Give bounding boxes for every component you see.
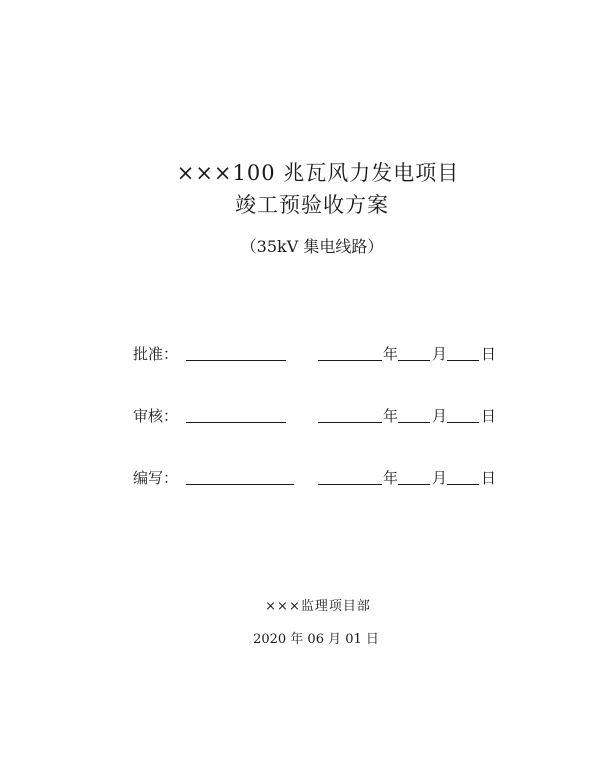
reviewer-name-line xyxy=(186,422,286,423)
signature-label-review: 审核： xyxy=(133,407,179,425)
year-unit: 年 xyxy=(383,407,399,425)
signature-row-approve xyxy=(0,343,600,367)
signature-row-compile xyxy=(0,467,600,491)
signature-label-compile: 编写： xyxy=(133,469,179,487)
year-blank-line xyxy=(318,422,382,423)
month-unit: 月 xyxy=(432,345,448,363)
year-unit: 年 xyxy=(383,345,399,363)
month-blank-line xyxy=(398,484,430,485)
document-title: ×××100 兆瓦风力发电项目 xyxy=(176,161,460,185)
day-unit: 日 xyxy=(481,345,497,363)
year-blank-line xyxy=(318,360,382,361)
month-blank-line xyxy=(398,360,430,361)
compiler-name-line xyxy=(186,484,294,485)
year-unit: 年 xyxy=(383,469,399,487)
day-blank-line xyxy=(447,360,479,361)
month-unit: 月 xyxy=(432,407,448,425)
signature-label-approve: 批准： xyxy=(133,345,179,363)
year-blank-line xyxy=(318,484,382,485)
signature-row-review xyxy=(0,405,600,429)
document-date: 2020 年 06 月 01 日 xyxy=(253,632,379,647)
day-blank-line xyxy=(447,422,479,423)
day-blank-line xyxy=(447,484,479,485)
day-unit: 日 xyxy=(481,407,497,425)
organization-name: ×××监理项目部 xyxy=(265,599,371,614)
day-unit: 日 xyxy=(481,469,497,487)
document-subtitle: （35kV 集电线路） xyxy=(240,237,384,256)
approver-name-line xyxy=(186,360,286,361)
document-title-line2: 竣工预验收方案 xyxy=(235,193,389,217)
month-blank-line xyxy=(398,422,430,423)
month-unit: 月 xyxy=(432,469,448,487)
